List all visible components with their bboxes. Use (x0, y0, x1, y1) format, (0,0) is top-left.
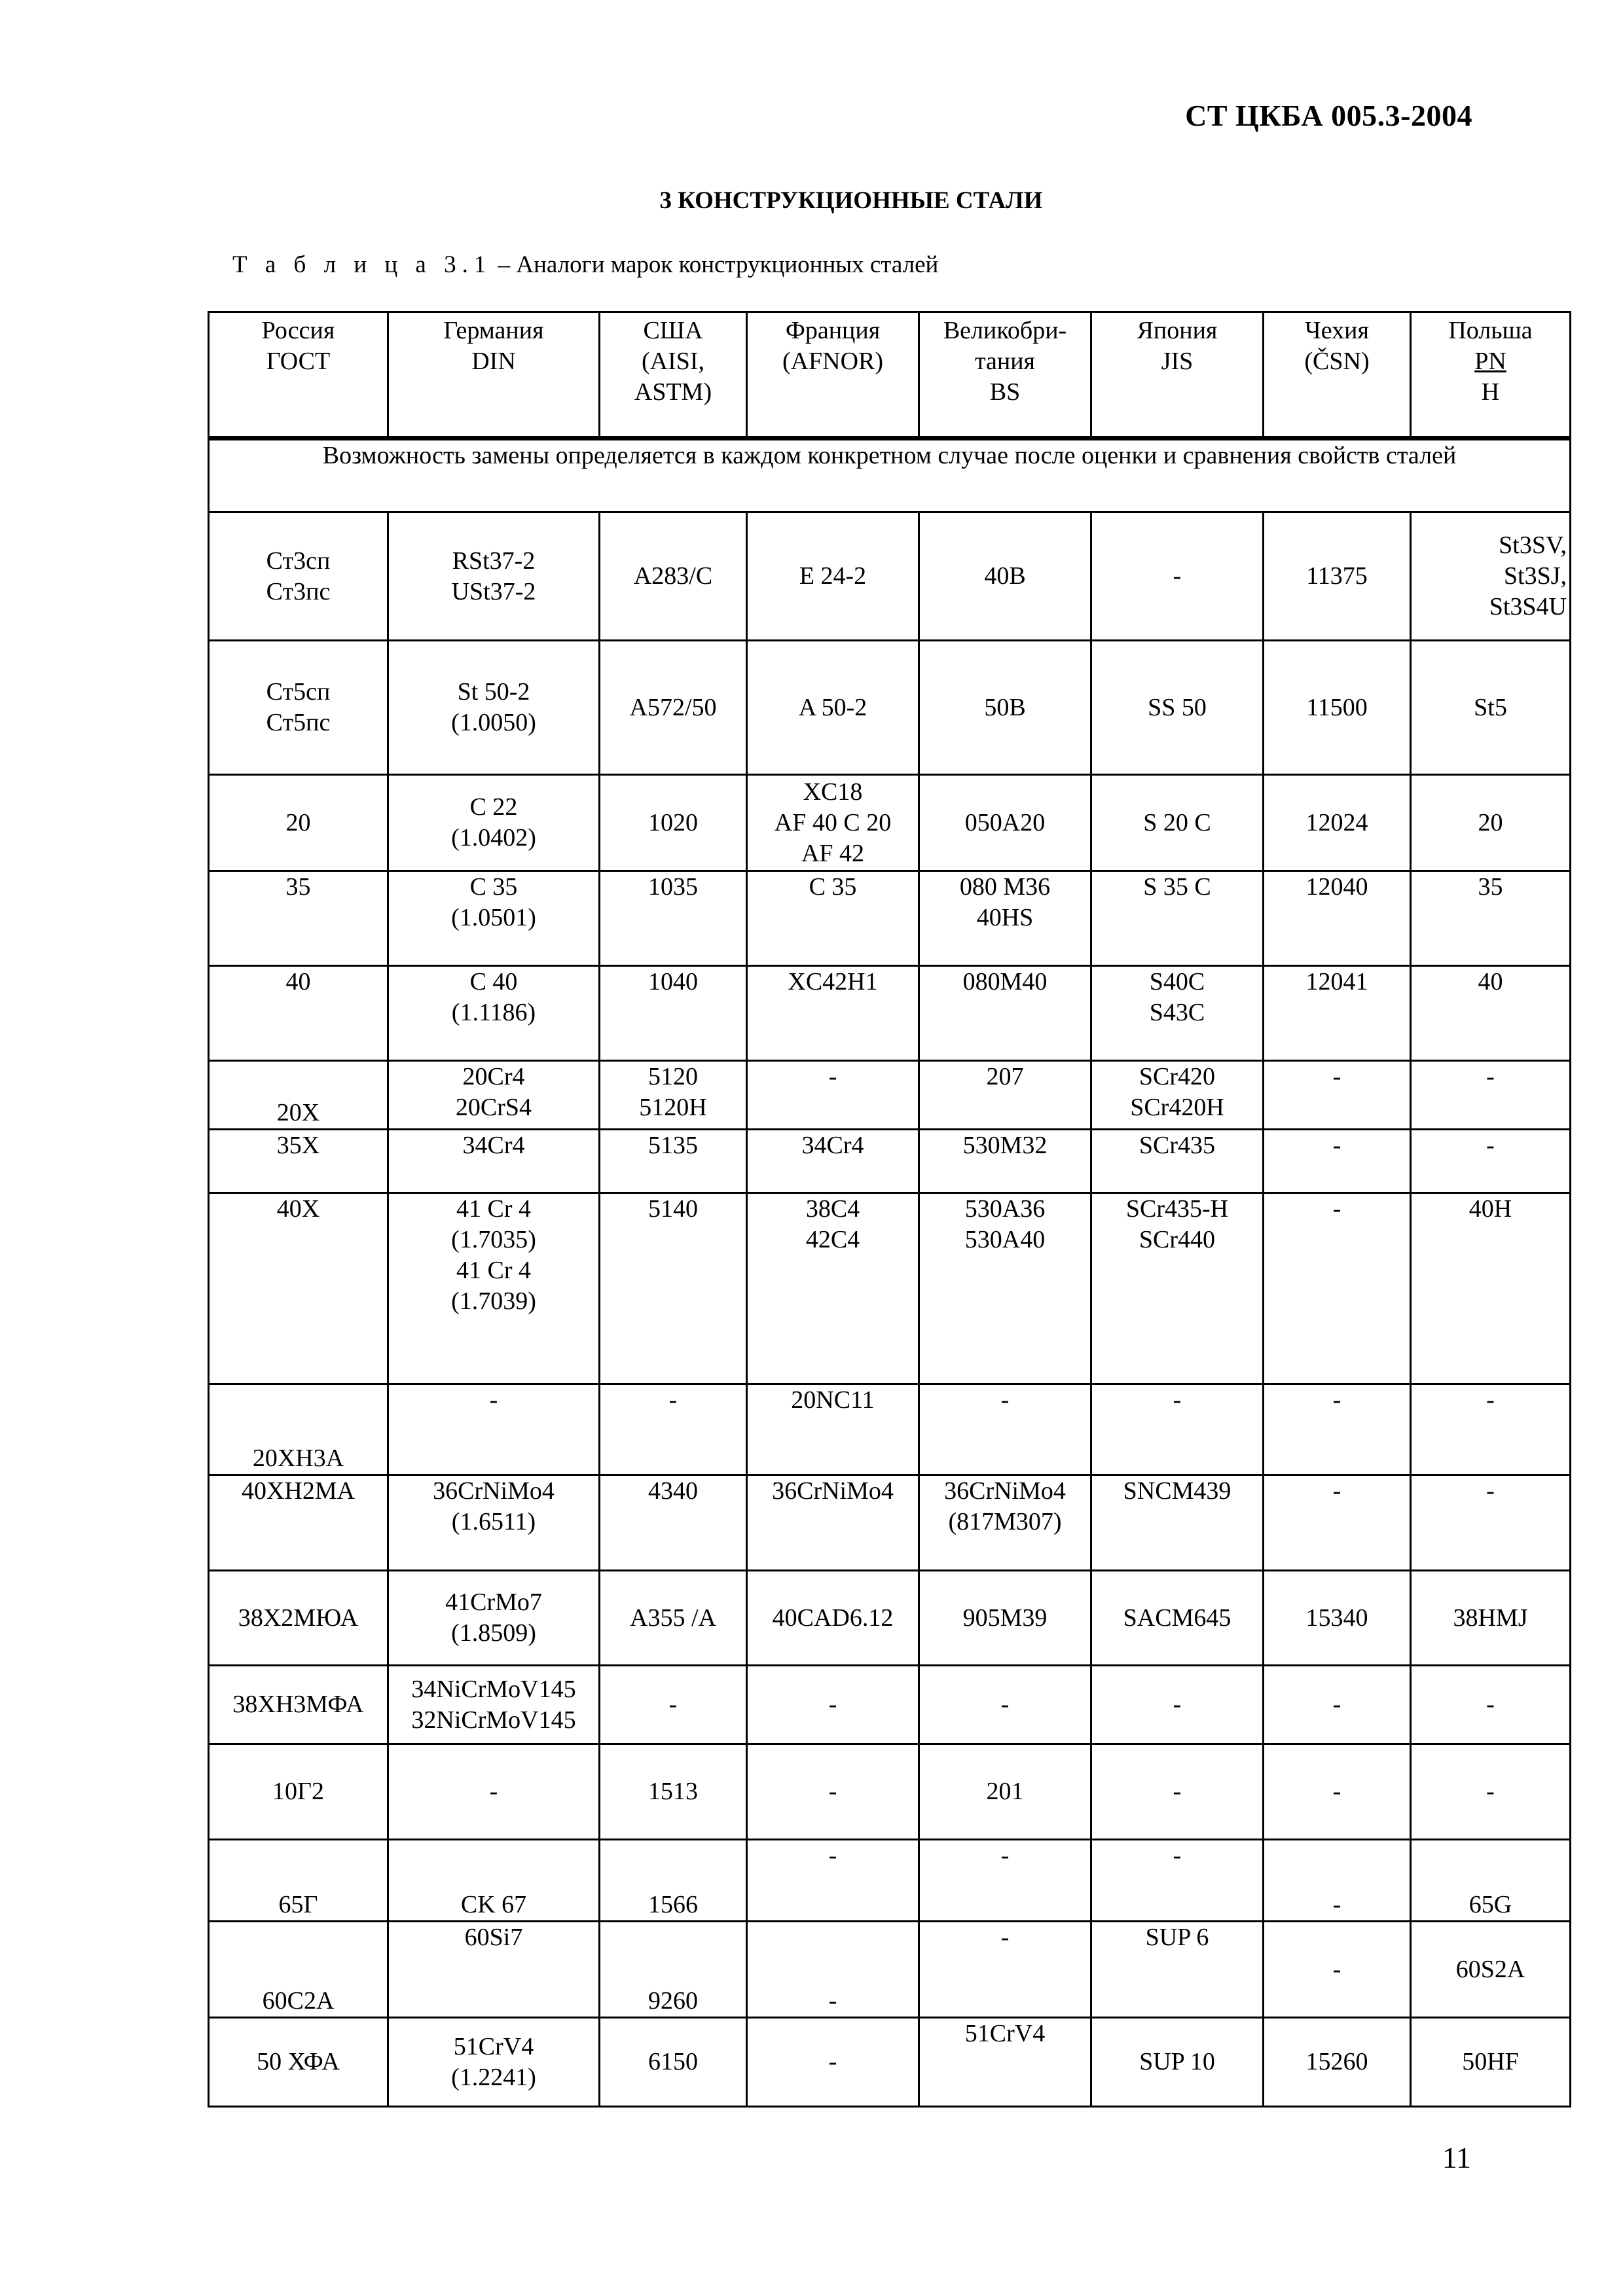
table-cell: - (1091, 1384, 1264, 1475)
table-cell: SUP 10 (1091, 2018, 1264, 2107)
table-cell: SCr435-H SCr440 (1091, 1193, 1264, 1384)
table-cell: 60S2A (1411, 1922, 1571, 2018)
table-cell: 12024 (1264, 775, 1411, 871)
table-cell: - (388, 1744, 600, 1840)
table-cell: 34Cr4 (388, 1130, 600, 1193)
table-cell: 20NC11 (747, 1384, 919, 1475)
table-cell: 38C4 42C4 (747, 1193, 919, 1384)
table-row (209, 1922, 1571, 2018)
table-cell: 080 M36 40HS (919, 871, 1091, 966)
table-row (209, 1666, 1571, 1744)
table-cell: 35 (209, 871, 388, 966)
column-header-7 (1411, 312, 1571, 439)
table-cell: - (747, 1666, 919, 1744)
table-cell: 40ХН2МА (209, 1475, 388, 1571)
column-header-line: Россия (261, 317, 335, 344)
table-cell: E 24-2 (747, 512, 919, 641)
table-cell: C 22 (1.0402) (388, 775, 600, 871)
table-cell: 38ХН3МФА (209, 1666, 388, 1744)
table-cell: XC18 AF 40 C 20 AF 42 (747, 775, 919, 871)
table-row (209, 1475, 1571, 1571)
table-cell: 60Si7 (388, 1922, 600, 2018)
table-row (209, 1193, 1571, 1384)
table-cell: 36CrNiMo4 (747, 1475, 919, 1571)
table-row (209, 512, 1571, 641)
column-header-line: DIN (471, 348, 516, 375)
column-header-0 (209, 312, 388, 439)
column-header-3 (747, 312, 919, 439)
column-header-5 (1091, 312, 1264, 439)
table-cell: 38HMJ (1411, 1571, 1571, 1666)
table-cell: C 35 (747, 871, 919, 966)
table-cell: 40 (1411, 966, 1571, 1061)
table-cell: 5120 5120H (600, 1061, 747, 1130)
table-cell: 5135 (600, 1130, 747, 1193)
table-cell: 34NiCrMoV145 32NiCrMoV145 (388, 1666, 600, 1744)
table-cell: - (1411, 1130, 1571, 1193)
table-cell: - (1411, 1384, 1571, 1475)
table-cell: C 35 (1.0501) (388, 871, 600, 966)
table-cell: SNCM439 (1091, 1475, 1264, 1571)
table-header-row (209, 312, 1571, 439)
page-number: 11 (1442, 2141, 1471, 2174)
table-cell: - (1264, 1922, 1411, 2018)
table-cell: 20 (1411, 775, 1571, 871)
table-cell: 20ХН3А (209, 1384, 388, 1475)
table-cell: 20Cr4 20CrS4 (388, 1061, 600, 1130)
column-header-line: PN (1474, 348, 1506, 375)
table-cell: SACM645 (1091, 1571, 1264, 1666)
table-cell: 35Х (209, 1130, 388, 1193)
table-cell: - (1264, 1475, 1411, 1571)
table-cell: - (1264, 1840, 1411, 1922)
table-cell: - (600, 1666, 747, 1744)
column-header-line: H (1481, 378, 1500, 406)
section-title: 3 КОНСТРУКЦИОННЫЕ СТАЛИ (659, 187, 1043, 214)
table-cell: 40Х (209, 1193, 388, 1384)
table-caption-text: – Аналоги марок конструкционных сталей (492, 251, 939, 278)
table-cell: 1566 (600, 1840, 747, 1922)
table-cell: 40B (919, 512, 1091, 641)
table-cell: XC42H1 (747, 966, 919, 1061)
table-cell: - (1264, 1130, 1411, 1193)
column-header-line: JIS (1161, 348, 1194, 375)
table-cell: 1040 (600, 966, 747, 1061)
table-cell: - (747, 1922, 919, 2018)
table-cell: - (1411, 1744, 1571, 1840)
table-cell: 50HF (1411, 2018, 1571, 2107)
table-cell: 65Г (209, 1840, 388, 1922)
table-cell: 38Х2МЮА (209, 1571, 388, 1666)
table-row (209, 1061, 1571, 1130)
table-cell: St5 (1411, 641, 1571, 775)
table-cell: Ст3сп Ст3пс (209, 512, 388, 641)
table-cell: - (919, 1840, 1091, 1922)
table-cell: 905M39 (919, 1571, 1091, 1666)
table-cell: - (1091, 1666, 1264, 1744)
table-cell: 15340 (1264, 1571, 1411, 1666)
table-row (209, 1571, 1571, 1666)
table-cell: Ст5сп Ст5пс (209, 641, 388, 775)
table-cell: S 35 C (1091, 871, 1264, 966)
table-caption (232, 251, 938, 279)
column-header-line: Франция (785, 317, 881, 344)
table-cell: - (919, 1666, 1091, 1744)
table-cell: 36CrNiMo4 (1.6511) (388, 1475, 600, 1571)
table-cell: - (747, 2018, 919, 2107)
table-cell: A283/C (600, 512, 747, 641)
table-row (209, 641, 1571, 775)
table-cell: - (1411, 1061, 1571, 1130)
table-cell: St 50-2 (1.0050) (388, 641, 600, 775)
table-cell: 35 (1411, 871, 1571, 966)
table-cell: 201 (919, 1744, 1091, 1840)
table-cell: 050A20 (919, 775, 1091, 871)
table-cell: 1035 (600, 871, 747, 966)
table-cell: 12040 (1264, 871, 1411, 966)
table-cell: S 20 C (1091, 775, 1264, 871)
table-cell: 34Cr4 (747, 1130, 919, 1193)
table-row (209, 871, 1571, 966)
table-cell: 5140 (600, 1193, 747, 1384)
table-cell: C 40 (1.1186) (388, 966, 600, 1061)
table-cell: - (1091, 512, 1264, 641)
steel-analogues-table (208, 311, 1571, 2108)
table-cell: RSt37-2 USt37-2 (388, 512, 600, 641)
column-header-line: BS (989, 378, 1021, 406)
table-cell: St3SV, St3SJ, St3S4U (1411, 512, 1571, 641)
table-cell: - (1264, 1061, 1411, 1130)
table-cell: A355 /A (600, 1571, 747, 1666)
table-cell: 080M40 (919, 966, 1091, 1061)
table-cell: 4340 (600, 1475, 747, 1571)
table-cell: 530A36 530A40 (919, 1193, 1091, 1384)
note-cell: Возможность замены определяется в каждом конкретном случае после оценки и сравнения свойств сталей (209, 439, 1571, 512)
column-header-line: (AISI, (641, 348, 705, 375)
table-cell: 40H (1411, 1193, 1571, 1384)
table-cell: A572/50 (600, 641, 747, 775)
table-cell: - (1091, 1744, 1264, 1840)
table-cell: 65G (1411, 1840, 1571, 1922)
table-cell: 11375 (1264, 512, 1411, 641)
table-cell: SCr435 (1091, 1130, 1264, 1193)
table-caption-label: Т а б л и ц а 3.1 (232, 251, 492, 278)
column-header-4 (919, 312, 1091, 439)
table-cell: S40C S43C (1091, 966, 1264, 1061)
table-cell: - (1264, 1744, 1411, 1840)
table-cell: SCr420 SCr420H (1091, 1061, 1264, 1130)
table-cell: 20Х (209, 1061, 388, 1130)
table-cell: 1513 (600, 1744, 747, 1840)
column-header-line: Чехия (1305, 317, 1369, 344)
table-cell: - (388, 1384, 600, 1475)
document-code: СТ ЦКБА 005.3-2004 (1185, 99, 1472, 132)
table-cell: 15260 (1264, 2018, 1411, 2107)
table-cell: 530M32 (919, 1130, 1091, 1193)
column-header-line: (ČSN) (1304, 348, 1370, 375)
table-cell: 60С2А (209, 1922, 388, 2018)
column-header-line: США (643, 317, 703, 344)
column-header-line: тания (974, 348, 1036, 375)
note-row (209, 439, 1571, 512)
table-row (209, 966, 1571, 1061)
table-cell: 50 ХФА (209, 2018, 388, 2107)
table-cell: - (919, 1922, 1091, 2018)
column-header-line: Великобри- (943, 317, 1067, 344)
table-cell: - (747, 1840, 919, 1922)
table-cell: - (1264, 1384, 1411, 1475)
table-cell: A 50-2 (747, 641, 919, 775)
table-cell: SUP 6 (1091, 1922, 1264, 2018)
table-cell: 207 (919, 1061, 1091, 1130)
table-cell: - (747, 1061, 919, 1130)
table-cell: - (747, 1744, 919, 1840)
table-cell: - (919, 1384, 1091, 1475)
table-cell: 51CrV4 (919, 2018, 1091, 2107)
column-header-line: Япония (1137, 317, 1218, 344)
column-header-line: Польша (1448, 317, 1533, 344)
column-header-line: Германия (443, 317, 544, 344)
column-header-6 (1264, 312, 1411, 439)
table-cell: 40 (209, 966, 388, 1061)
column-header-line: ГОСТ (266, 348, 331, 375)
table-cell: 51CrV4 (1.2241) (388, 2018, 600, 2107)
table-cell: - (1091, 1840, 1264, 1922)
table-row (209, 2018, 1571, 2107)
table-row (209, 1840, 1571, 1922)
table-cell: 10Г2 (209, 1744, 388, 1840)
table-row (209, 1384, 1571, 1475)
table-cell: 12041 (1264, 966, 1411, 1061)
table-cell: - (1264, 1666, 1411, 1744)
table-cell: - (1411, 1475, 1571, 1571)
table-cell: 20 (209, 775, 388, 871)
table-cell: 9260 (600, 1922, 747, 2018)
table-cell: 50B (919, 641, 1091, 775)
table-cell: 41CrMo7 (1.8509) (388, 1571, 600, 1666)
table-row (209, 1744, 1571, 1840)
column-header-line: ASTM) (634, 378, 712, 406)
table-cell: CK 67 (388, 1840, 600, 1922)
table-cell: 1020 (600, 775, 747, 871)
table-cell: 40CAD6.12 (747, 1571, 919, 1666)
table-cell: SS 50 (1091, 641, 1264, 775)
table-cell: - (1411, 1666, 1571, 1744)
table-cell: 6150 (600, 2018, 747, 2107)
column-header-1 (388, 312, 600, 439)
column-header-line: (AFNOR) (782, 348, 884, 375)
table-cell: 36CrNiMo4 (817M307) (919, 1475, 1091, 1571)
table-cell: - (1264, 1193, 1411, 1384)
table-row (209, 1130, 1571, 1193)
table-cell: - (600, 1384, 747, 1475)
table-cell: 41 Cr 4 (1.7035) 41 Cr 4 (1.7039) (388, 1193, 600, 1384)
table-cell: 11500 (1264, 641, 1411, 775)
table-row (209, 775, 1571, 871)
column-header-2 (600, 312, 747, 439)
